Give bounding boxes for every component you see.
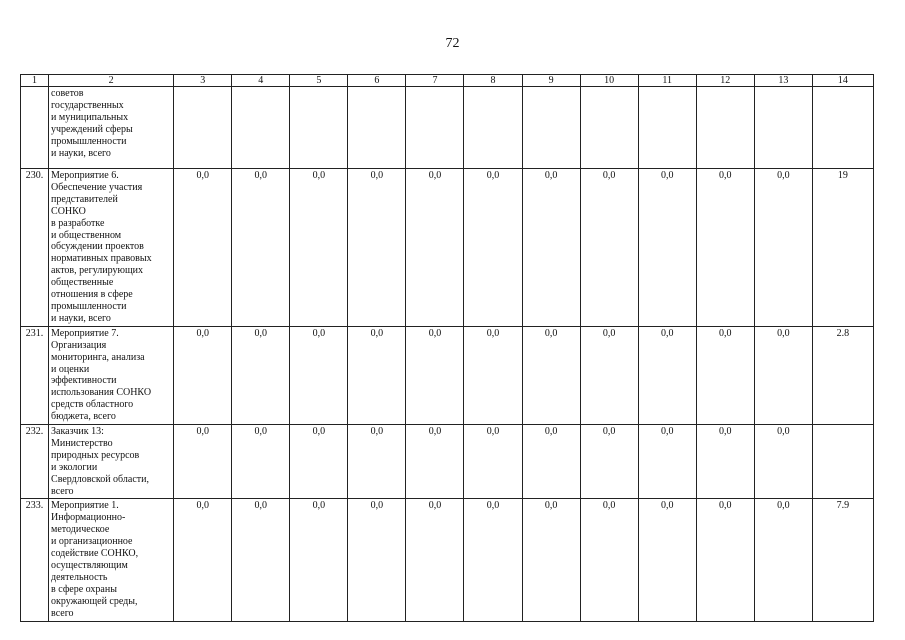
column-header: 13	[754, 75, 812, 87]
row-value: 0,0	[348, 425, 406, 499]
row-value: 0,0	[580, 169, 638, 327]
table-row	[21, 169, 874, 327]
row-value: 0,0	[754, 425, 812, 499]
row-value: 0,0	[348, 326, 406, 424]
row-value	[174, 87, 232, 169]
table-row	[21, 425, 874, 499]
column-header: 4	[232, 75, 290, 87]
row-value: 0,0	[464, 499, 522, 621]
row-value	[232, 87, 290, 169]
column-header: 6	[348, 75, 406, 87]
row-value: 0,0	[464, 169, 522, 327]
column-header: 2	[49, 75, 174, 87]
row-value	[522, 87, 580, 169]
column-header: 5	[290, 75, 348, 87]
row-value: 0,0	[696, 425, 754, 499]
row-value: 0,0	[464, 326, 522, 424]
row-value	[754, 87, 812, 169]
budget-table	[20, 74, 874, 622]
row-value	[580, 87, 638, 169]
row-value: 0,0	[406, 425, 464, 499]
row-col14: 2.8	[812, 326, 873, 424]
row-value	[290, 87, 348, 169]
row-value: 0,0	[174, 169, 232, 327]
row-value: 0,0	[232, 169, 290, 327]
row-value: 0,0	[348, 499, 406, 621]
row-value: 0,0	[754, 499, 812, 621]
row-name: Заказчик 13: Министерство природных ресурсов и экологии Свердловской области, всего	[49, 425, 174, 499]
row-value: 0,0	[638, 326, 696, 424]
row-value	[696, 87, 754, 169]
row-number	[21, 87, 49, 169]
row-name: советов государственных и муниципальных учреждений сферы промышленности и науки, всего	[49, 87, 174, 169]
column-number-header	[21, 75, 874, 87]
row-value: 0,0	[580, 499, 638, 621]
row-value: 0,0	[696, 499, 754, 621]
row-value: 0,0	[522, 326, 580, 424]
row-value: 0,0	[522, 425, 580, 499]
row-col14: 19	[812, 169, 873, 327]
row-value: 0,0	[754, 169, 812, 327]
column-header: 10	[580, 75, 638, 87]
row-value	[464, 87, 522, 169]
row-value: 0,0	[290, 425, 348, 499]
row-value: 0,0	[696, 326, 754, 424]
column-header: 3	[174, 75, 232, 87]
row-col14	[812, 425, 873, 499]
row-value: 0,0	[232, 499, 290, 621]
column-header: 12	[696, 75, 754, 87]
row-value	[638, 87, 696, 169]
row-value: 0,0	[638, 425, 696, 499]
column-header: 7	[406, 75, 464, 87]
row-name: Мероприятие 1. Информационно- методическое и организационное содействие СОНКО, осуществляющим деятельность в сфере охраны окружающей среды, всего	[49, 499, 174, 621]
row-value: 0,0	[174, 425, 232, 499]
row-value: 0,0	[406, 499, 464, 621]
row-value: 0,0	[580, 425, 638, 499]
row-value: 0,0	[406, 169, 464, 327]
row-value: 0,0	[638, 169, 696, 327]
page-number: 72	[445, 36, 460, 51]
row-col14: 7.9	[812, 499, 873, 621]
row-value: 0,0	[522, 169, 580, 327]
row-name: Мероприятие 7. Организация мониторинга, анализа и оценки эффективности использования СОНКО средств областного бюджета, всего	[49, 326, 174, 424]
row-value	[348, 87, 406, 169]
row-value: 0,0	[580, 326, 638, 424]
row-number: 231.	[21, 326, 49, 424]
row-value: 0,0	[464, 425, 522, 499]
column-header: 14	[812, 75, 873, 87]
row-value: 0,0	[348, 169, 406, 327]
row-value: 0,0	[232, 326, 290, 424]
row-value: 0,0	[754, 326, 812, 424]
column-header: 8	[464, 75, 522, 87]
row-value: 0,0	[290, 169, 348, 327]
row-value: 0,0	[290, 326, 348, 424]
column-header: 11	[638, 75, 696, 87]
row-value: 0,0	[406, 326, 464, 424]
row-value: 0,0	[522, 499, 580, 621]
column-header: 9	[522, 75, 580, 87]
table-row	[21, 326, 874, 424]
column-header: 1	[21, 75, 49, 87]
row-value: 0,0	[174, 326, 232, 424]
row-value: 0,0	[290, 499, 348, 621]
row-name: Мероприятие 6. Обеспечение участия представителей СОНКО в разработке и общественном обсуждении проектов нормативных правовых актов, регулирующих общественные отношения в сфере промышленности и науки, всего	[49, 169, 174, 327]
row-value	[406, 87, 464, 169]
row-number: 230.	[21, 169, 49, 327]
row-value: 0,0	[232, 425, 290, 499]
row-value: 0,0	[174, 499, 232, 621]
row-number: 232.	[21, 425, 49, 499]
row-col14	[812, 87, 873, 169]
row-value: 0,0	[696, 169, 754, 327]
row-number: 233.	[21, 499, 49, 621]
table-row	[21, 499, 874, 621]
table-row	[21, 87, 874, 169]
row-value: 0,0	[638, 499, 696, 621]
